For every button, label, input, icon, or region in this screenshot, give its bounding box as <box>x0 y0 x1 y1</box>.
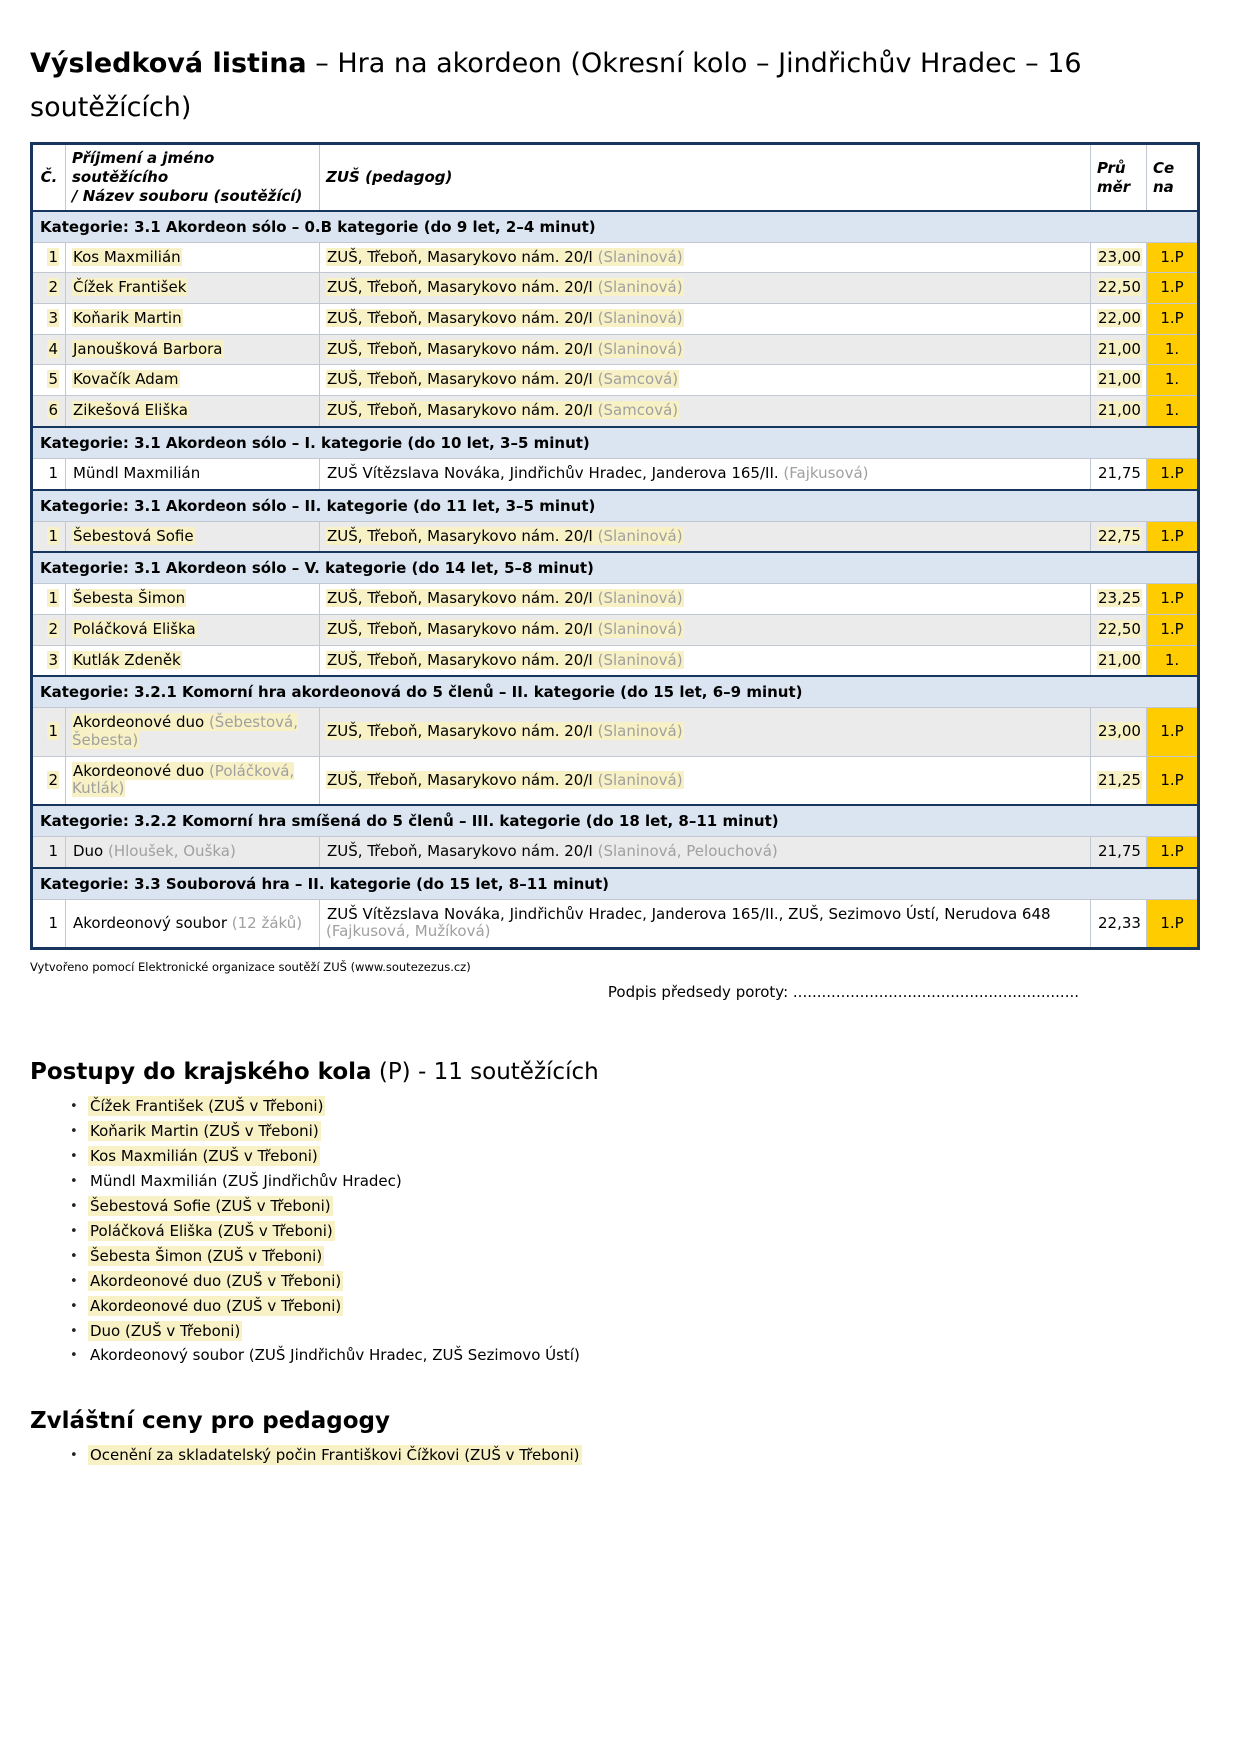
average-cell: 23,00 <box>1091 242 1147 273</box>
pedagog-name: (Slaninová) <box>597 770 683 789</box>
competitor-name-cell <box>66 708 320 756</box>
column-header-name: Příjmení a jméno soutěžícího / Název souboru (soutěžící) <box>66 144 320 211</box>
school-cell <box>320 304 1091 335</box>
pedagog-name: (Slaninová) <box>597 650 683 669</box>
average-cell: 22,75 <box>1091 521 1147 552</box>
results-table-body <box>32 211 1199 949</box>
competitor-name: Čížek František <box>73 278 187 297</box>
school-cell <box>320 837 1091 868</box>
average-cell: 21,00 <box>1091 645 1147 676</box>
list-item: • Poláčková Eliška (ZUŠ v Třeboni) <box>88 1222 1197 1242</box>
row-number-cell: 1 <box>32 708 66 756</box>
competitor-name: Šebesta Šimon <box>73 589 186 608</box>
average-cell: 22,50 <box>1091 273 1147 304</box>
list-item: • Šebesta Šimon (ZUŠ v Třeboni) <box>88 1247 1197 1267</box>
competitor-name: Akordeonové duo <box>73 713 205 732</box>
list-item: • Kos Maxmilián (ZUŠ v Třeboni) <box>88 1147 1197 1167</box>
school-cell <box>320 899 1091 948</box>
school-name: ZUŠ, Třeboň, Masarykovo nám. 20/I <box>327 370 598 389</box>
list-item: • Šebestová Sofie (ZUŠ v Třeboni) <box>88 1197 1197 1217</box>
competitor-name-cell <box>66 521 320 552</box>
table-row <box>32 458 1199 489</box>
school-name: ZUŠ, Třeboň, Masarykovo nám. 20/I <box>327 526 598 545</box>
competitor-name-cell <box>66 584 320 615</box>
school-cell <box>320 645 1091 676</box>
prize-cell: 1.P <box>1147 304 1199 335</box>
school-name: ZUŠ, Třeboň, Masarykovo nám. 20/I <box>327 401 598 420</box>
list-item: • Koňarik Martin (ZUŠ v Třeboni) <box>88 1122 1197 1142</box>
average-cell: 21,25 <box>1091 756 1147 805</box>
competitor-name-cell <box>66 365 320 396</box>
school-cell <box>320 584 1091 615</box>
prize-cell: 1.P <box>1147 458 1199 489</box>
average-cell: 21,75 <box>1091 458 1147 489</box>
row-number-cell: 2 <box>32 756 66 805</box>
average-cell: 23,25 <box>1091 584 1147 615</box>
generator-note: Vytvořeno pomocí Elektronické organizace soutěží ZUŠ (www.soutezezus.cz) <box>30 960 471 975</box>
competitor-name-cell <box>66 396 320 427</box>
pedagog-name: (Slaninová, Pelouchová) <box>597 842 778 861</box>
competitor-name-note: (Poláčková, Kutlák) <box>72 761 295 798</box>
competitor-name-cell <box>66 242 320 273</box>
category-label: Kategorie: 3.1 Akordeon sólo – V. kategorie (do 14 let, 5–8 minut) <box>32 552 1199 584</box>
competitor-name-cell <box>66 614 320 645</box>
table-row <box>32 273 1199 304</box>
pedagog-name: (Slaninová) <box>597 619 683 638</box>
page-title-main: Výsledková listina <box>30 48 307 79</box>
average-cell: 22,50 <box>1091 614 1147 645</box>
column-header-school: ZUŠ (pedagog) <box>320 144 1091 211</box>
table-row <box>32 365 1199 396</box>
list-item: • Akordeonové duo (ZUŠ v Třeboni) <box>88 1272 1197 1292</box>
prize-cell: 1. <box>1147 365 1199 396</box>
competitor-name: Zikešová Eliška <box>73 401 188 420</box>
prize-cell: 1.P <box>1147 273 1199 304</box>
category-label: Kategorie: 3.2.1 Komorní hra akordeonová do 5 členů – II. kategorie (do 15 let, 6–9 minut) <box>32 676 1199 708</box>
competitor-name: Akordeonový soubor <box>73 913 227 932</box>
competitor-name: Kovačík Adam <box>73 370 179 389</box>
table-row <box>32 756 1199 805</box>
row-number-cell: 1 <box>32 458 66 489</box>
competitor-name-cell <box>66 458 320 489</box>
category-label: Kategorie: 3.2.2 Komorní hra smíšená do 5 členů – III. kategorie (do 18 let, 8–11 minut) <box>32 805 1199 837</box>
row-number-cell: 3 <box>32 304 66 335</box>
list-item: • Akordeonové duo (ZUŠ v Třeboni) <box>88 1297 1197 1317</box>
table-row <box>32 614 1199 645</box>
prize-cell: 1. <box>1147 334 1199 365</box>
category-row <box>32 676 1199 708</box>
school-name: ZUŠ, Třeboň, Masarykovo nám. 20/I <box>327 770 598 789</box>
category-row <box>32 211 1199 243</box>
school-name: ZUŠ Vítězslava Nováka, Jindřichův Hradec, Janderova 165/II. <box>327 463 784 482</box>
category-label: Kategorie: 3.3 Souborová hra – II. kategorie (do 15 let, 8–11 minut) <box>32 868 1199 900</box>
page-title <box>30 42 1090 129</box>
category-label: Kategorie: 3.1 Akordeon sólo – I. kategorie (do 10 let, 3–5 minut) <box>32 427 1199 459</box>
school-cell <box>320 396 1091 427</box>
school-cell <box>320 708 1091 756</box>
school-name: ZUŠ, Třeboň, Masarykovo nám. 20/I <box>327 842 598 861</box>
school-name: ZUŠ, Třeboň, Masarykovo nám. 20/I <box>327 722 598 741</box>
row-number-cell: 1 <box>32 584 66 615</box>
competitor-name: Janoušková Barbora <box>73 339 223 358</box>
advancers-list <box>30 1097 1197 1366</box>
category-label: Kategorie: 3.1 Akordeon sólo – 0.B kategorie (do 9 let, 2–4 minut) <box>32 211 1199 243</box>
prize-cell: 1.P <box>1147 708 1199 756</box>
pedagog-name: (Samcová) <box>597 370 679 389</box>
row-number-cell: 5 <box>32 365 66 396</box>
results-table-header <box>32 144 1199 211</box>
list-item: • Duo (ZUŠ v Třeboni) <box>88 1322 1197 1342</box>
school-name: ZUŠ, Třeboň, Masarykovo nám. 20/I <box>327 619 598 638</box>
prize-cell: 1.P <box>1147 756 1199 805</box>
column-header-average: Prů měr <box>1091 144 1147 211</box>
prize-cell: 1. <box>1147 645 1199 676</box>
pedagog-name: (Fajkusová, Mužíková) <box>326 922 491 941</box>
table-row <box>32 899 1199 948</box>
school-cell <box>320 242 1091 273</box>
school-cell <box>320 334 1091 365</box>
list-item: • Mündl Maxmilián (ZUŠ Jindřichův Hradec) <box>88 1172 1197 1192</box>
competitor-name: Koňarik Martin <box>73 309 182 328</box>
pedagog-name: (Slaninová) <box>597 309 683 328</box>
competitor-name-cell <box>66 899 320 948</box>
competitor-name-cell <box>66 304 320 335</box>
school-name: ZUŠ Vítězslava Nováka, Jindřichův Hradec, Janderova 165/II., ZUŠ, Sezimovo Ústí, Nerudova 648 <box>327 904 1051 923</box>
pedagog-name: (Fajkusová) <box>783 463 869 482</box>
average-cell: 22,33 <box>1091 899 1147 948</box>
pedagog-name: (Slaninová) <box>597 722 683 741</box>
row-number-cell: 6 <box>32 396 66 427</box>
column-header-number: Č. <box>32 144 66 211</box>
advancers-heading: Postupy do krajského kola (P) - 11 soutěžících <box>30 1059 599 1086</box>
competitor-name: Poláčková Eliška <box>73 619 196 638</box>
average-cell: 21,00 <box>1091 396 1147 427</box>
prize-cell: 1. <box>1147 396 1199 427</box>
pedagog-name: (Slaninová) <box>597 278 683 297</box>
row-number-cell: 2 <box>32 273 66 304</box>
competitor-name-note: (Šebestová, Šebesta) <box>72 713 299 749</box>
average-cell: 22,00 <box>1091 304 1147 335</box>
row-number-cell: 1 <box>32 521 66 552</box>
prize-cell: 1.P <box>1147 899 1199 948</box>
competitor-name-note: (Hloušek, Ouška) <box>103 842 236 861</box>
competitor-name-cell <box>66 334 320 365</box>
competitor-name: Duo <box>73 842 104 861</box>
category-row <box>32 868 1199 900</box>
prize-cell: 1.P <box>1147 242 1199 273</box>
row-number-cell: 1 <box>32 837 66 868</box>
prize-cell: 1.P <box>1147 614 1199 645</box>
pedagog-name: (Samcová) <box>597 401 679 420</box>
competitor-name: Šebestová Sofie <box>73 526 194 545</box>
row-number-cell: 3 <box>32 645 66 676</box>
pedagog-name: (Slaninová) <box>597 526 683 545</box>
school-cell <box>320 521 1091 552</box>
competitor-name: Kutlák Zdeněk <box>73 650 181 669</box>
school-name: ZUŠ, Třeboň, Masarykovo nám. 20/I <box>327 309 598 328</box>
jury-signature-line: Podpis předsedy poroty: ............................................................ <box>607 983 1079 1002</box>
competitor-name: Kos Maxmilián <box>73 247 181 266</box>
row-number-cell: 1 <box>32 899 66 948</box>
results-table <box>30 142 1200 950</box>
average-cell: 23,00 <box>1091 708 1147 756</box>
competitor-name-cell <box>66 273 320 304</box>
school-cell <box>320 365 1091 396</box>
special-awards-heading: Zvláštní ceny pro pedagogy <box>30 1408 391 1435</box>
prize-cell: 1.P <box>1147 584 1199 615</box>
category-row <box>32 427 1199 459</box>
school-name: ZUŠ, Třeboň, Masarykovo nám. 20/I <box>327 650 598 669</box>
row-number-cell: 2 <box>32 614 66 645</box>
table-row <box>32 584 1199 615</box>
school-name: ZUŠ, Třeboň, Masarykovo nám. 20/I <box>327 589 598 608</box>
school-cell <box>320 458 1091 489</box>
table-row <box>32 708 1199 756</box>
table-row <box>32 645 1199 676</box>
competitor-name-cell <box>66 645 320 676</box>
competitor-name-cell <box>66 756 320 805</box>
average-cell: 21,00 <box>1091 365 1147 396</box>
category-label: Kategorie: 3.1 Akordeon sólo – II. kategorie (do 11 let, 3–5 minut) <box>32 490 1199 522</box>
special-awards-list <box>30 1446 1197 1466</box>
column-header-prize: Ce na <box>1147 144 1199 211</box>
list-item: • Akordeonový soubor (ZUŠ Jindřichův Hradec, ZUŠ Sezimovo Ústí) <box>88 1346 1197 1366</box>
competitor-name: Akordeonové duo <box>73 761 205 780</box>
header-row <box>32 144 1199 211</box>
row-number-cell: 4 <box>32 334 66 365</box>
category-row <box>32 552 1199 584</box>
school-name: ZUŠ, Třeboň, Masarykovo nám. 20/I <box>327 339 598 358</box>
pedagog-name: (Slaninová) <box>597 247 683 266</box>
competitor-name: Mündl Maxmilián <box>73 463 201 482</box>
school-name: ZUŠ, Třeboň, Masarykovo nám. 20/I <box>327 278 598 297</box>
school-cell <box>320 756 1091 805</box>
pedagog-name: (Slaninová) <box>597 589 683 608</box>
table-row <box>32 837 1199 868</box>
average-cell: 21,00 <box>1091 334 1147 365</box>
average-cell: 21,75 <box>1091 837 1147 868</box>
row-number-cell: 1 <box>32 242 66 273</box>
prize-cell: 1.P <box>1147 837 1199 868</box>
table-row <box>32 396 1199 427</box>
category-row <box>32 805 1199 837</box>
school-cell <box>320 273 1091 304</box>
list-item: • Čížek František (ZUŠ v Třeboni) <box>88 1097 1197 1117</box>
page-title-subtitle: – Hra na akordeon (Okresní kolo – Jindřichův Hradec – 16 soutěžících) <box>30 48 1082 123</box>
category-row <box>32 490 1199 522</box>
school-name: ZUŠ, Třeboň, Masarykovo nám. 20/I <box>327 247 598 266</box>
table-row <box>32 521 1199 552</box>
competitor-name-cell <box>66 837 320 868</box>
prize-cell: 1.P <box>1147 521 1199 552</box>
table-row <box>32 334 1199 365</box>
school-cell <box>320 614 1091 645</box>
table-row <box>32 242 1199 273</box>
table-row <box>32 304 1199 335</box>
pedagog-name: (Slaninová) <box>597 339 683 358</box>
list-item: • Ocenění za skladatelský počin Františkovi Čížkovi (ZUŠ v Třeboni) <box>88 1446 1197 1466</box>
competitor-name-note: (12 žáků) <box>227 913 303 932</box>
